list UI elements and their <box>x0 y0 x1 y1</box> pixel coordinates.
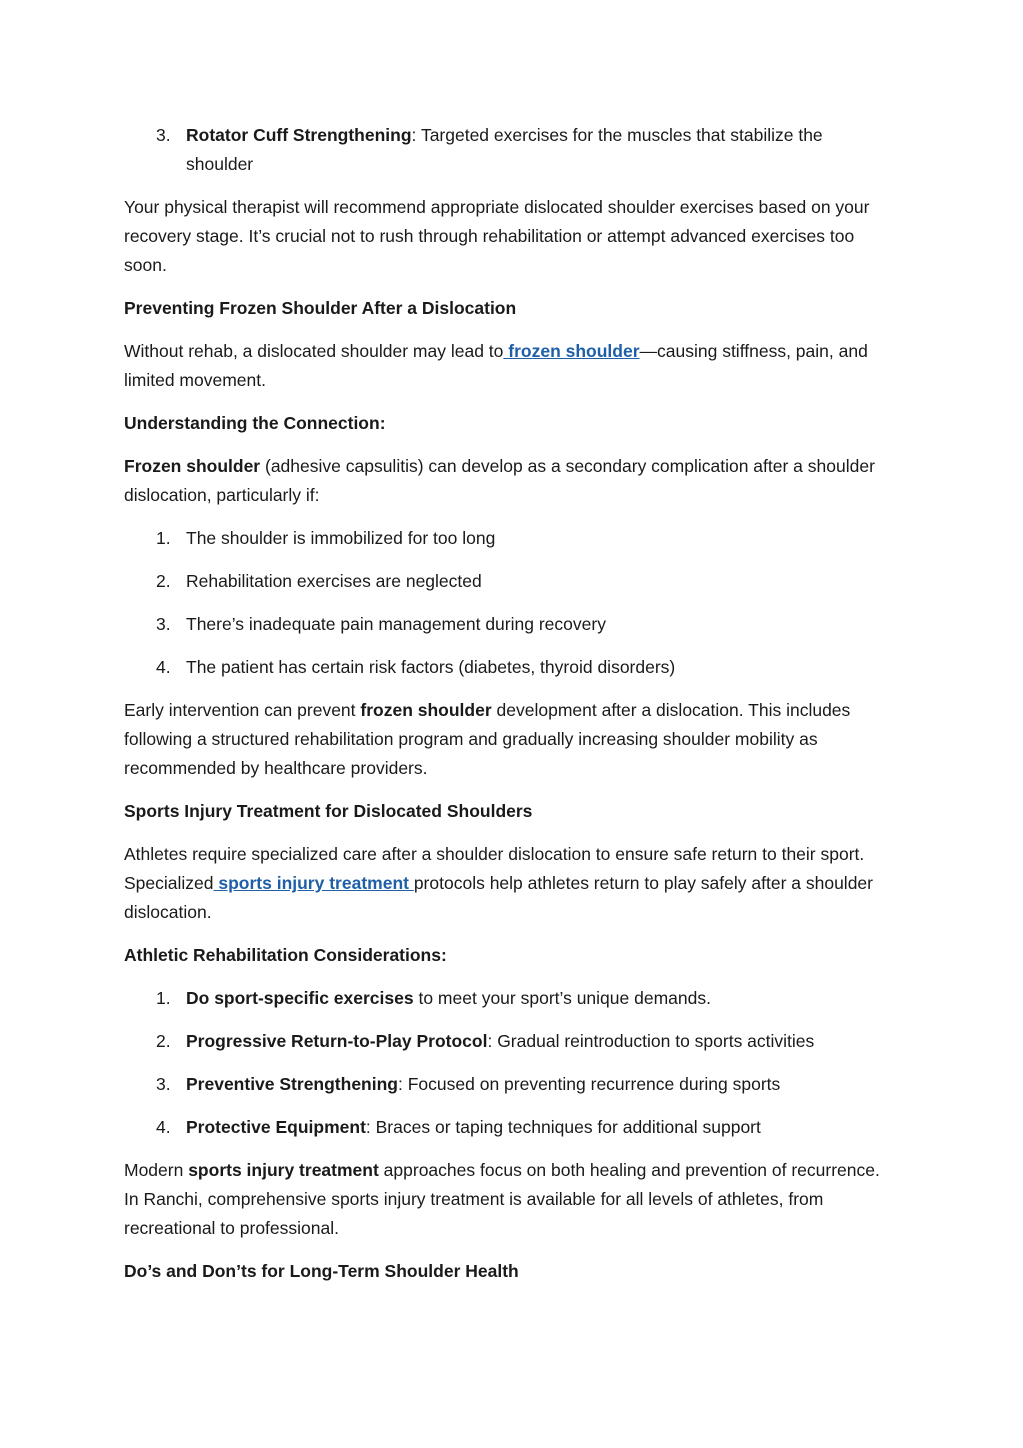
list-number: 3. <box>156 1074 171 1094</box>
athletic-list-item <box>124 984 894 1013</box>
paragraph-text: —causing stiffness, pain, and limited movement. <box>124 341 868 390</box>
paragraph-text: (adhesive capsulitis) can develop as a secondary complication after a shoulder dislocation, particularly if: <box>124 456 875 505</box>
list-item-text: There’s inadequate pain management during recovery <box>186 614 606 634</box>
heading-frozen-shoulder <box>124 294 894 323</box>
list-number: 3. <box>156 614 171 634</box>
sports-paragraph <box>124 840 894 927</box>
paragraph-text: development after a dislocation. This includes following a structured rehabilitation program and gradually increasing shoulder mobility as recommended by healthcare providers. <box>124 700 851 778</box>
risk-list-item <box>124 610 894 639</box>
list-item-text: The patient has certain risk factors (diabetes, thyroid disorders) <box>186 657 676 677</box>
heading-connection <box>124 409 894 438</box>
paragraph-bold: Frozen shoulder <box>124 456 261 476</box>
early-intervention-paragraph <box>124 696 894 783</box>
paragraph-text: protocols help athletes return to play safely after a shoulder dislocation. <box>124 873 873 922</box>
list-item-bold: Preventive Strengthening <box>186 1074 398 1094</box>
heading-text: Understanding the Connection: <box>124 413 386 433</box>
list-number: 1. <box>156 528 171 548</box>
list-item-text: The shoulder is immobilized for too long <box>186 528 496 548</box>
heading-text: Preventing Frozen Shoulder After a Dislocation <box>124 298 517 318</box>
list-item-text: to meet your sport’s unique demands. <box>413 988 711 1008</box>
list-item-bold: Rotator Cuff Strengthening <box>186 125 412 145</box>
list-item-text: : Braces or taping techniques for additional support <box>365 1117 761 1137</box>
list-item-rotator-cuff <box>124 121 894 179</box>
list-number: 1. <box>156 988 171 1008</box>
heading-text: Sports Injury Treatment for Dislocated Shoulders <box>124 801 533 821</box>
intro-paragraph: Your physical therapist will recommend appropriate dislocated shoulder exercises based on your recovery stage. It’s crucial not to rush through rehabilitation or attempt advanced exercises too soon. <box>124 197 870 275</box>
list-number: 4. <box>156 657 171 677</box>
risk-list-item <box>124 653 894 682</box>
list-number: 2. <box>156 571 171 591</box>
list-number: 4. <box>156 1117 171 1137</box>
list-item-text: Rehabilitation exercises are neglected <box>186 571 482 591</box>
paragraph-bold: frozen shoulder <box>360 700 492 720</box>
heading-athletic-rehab <box>124 941 894 970</box>
frozen-paragraph <box>124 337 894 395</box>
paragraph-text: approaches focus on both healing and prevention of recurrence. In Ranchi, comprehensive sports injury treatment is available for all levels of athletes, from recreational to professional. <box>124 1160 880 1238</box>
heading-sports-injury <box>124 797 894 826</box>
list-number: 2. <box>156 1031 171 1051</box>
list-item-bold: Do sport-specific exercises <box>186 988 414 1008</box>
list-item-bold: Progressive Return-to-Play Protocol <box>186 1031 488 1051</box>
modern-treatment-paragraph <box>124 1156 894 1243</box>
heading-text: Athletic Rehabilitation Considerations: <box>124 945 447 965</box>
athletic-list-item <box>124 1070 894 1099</box>
list-item-text: : Focused on preventing recurrence during sports <box>398 1074 781 1094</box>
list-item-text: : Targeted exercises for the muscles that stabilize the shoulder <box>186 125 823 174</box>
paragraph-text: Early intervention can prevent <box>124 700 361 720</box>
frozen-shoulder-link[interactable]: frozen shoulder <box>503 341 640 361</box>
paragraph-text: Without rehab, a dislocated shoulder may lead to <box>124 341 504 361</box>
paragraph-text: Athletes require specialized care after a shoulder dislocation to ensure safe return to their sport. Specialized <box>124 844 865 893</box>
document-page <box>124 121 894 1300</box>
list-number: 3. <box>156 125 171 145</box>
list-item-text: : Gradual reintroduction to sports activities <box>487 1031 815 1051</box>
athletic-list-item <box>124 1027 894 1056</box>
connection-paragraph <box>124 452 894 510</box>
risk-list-item <box>124 567 894 596</box>
paragraph-bold: sports injury treatment <box>188 1160 379 1180</box>
risk-list-item <box>124 524 894 553</box>
list-item-bold: Protective Equipment <box>186 1117 366 1137</box>
paragraph-text: Modern <box>124 1160 189 1180</box>
heading-text: Do’s and Don’ts for Long-Term Shoulder Health <box>124 1261 519 1281</box>
athletic-list-item <box>124 1113 894 1142</box>
sports-injury-treatment-link[interactable]: sports injury treatment <box>213 873 414 893</box>
heading-dos-donts <box>124 1257 894 1286</box>
